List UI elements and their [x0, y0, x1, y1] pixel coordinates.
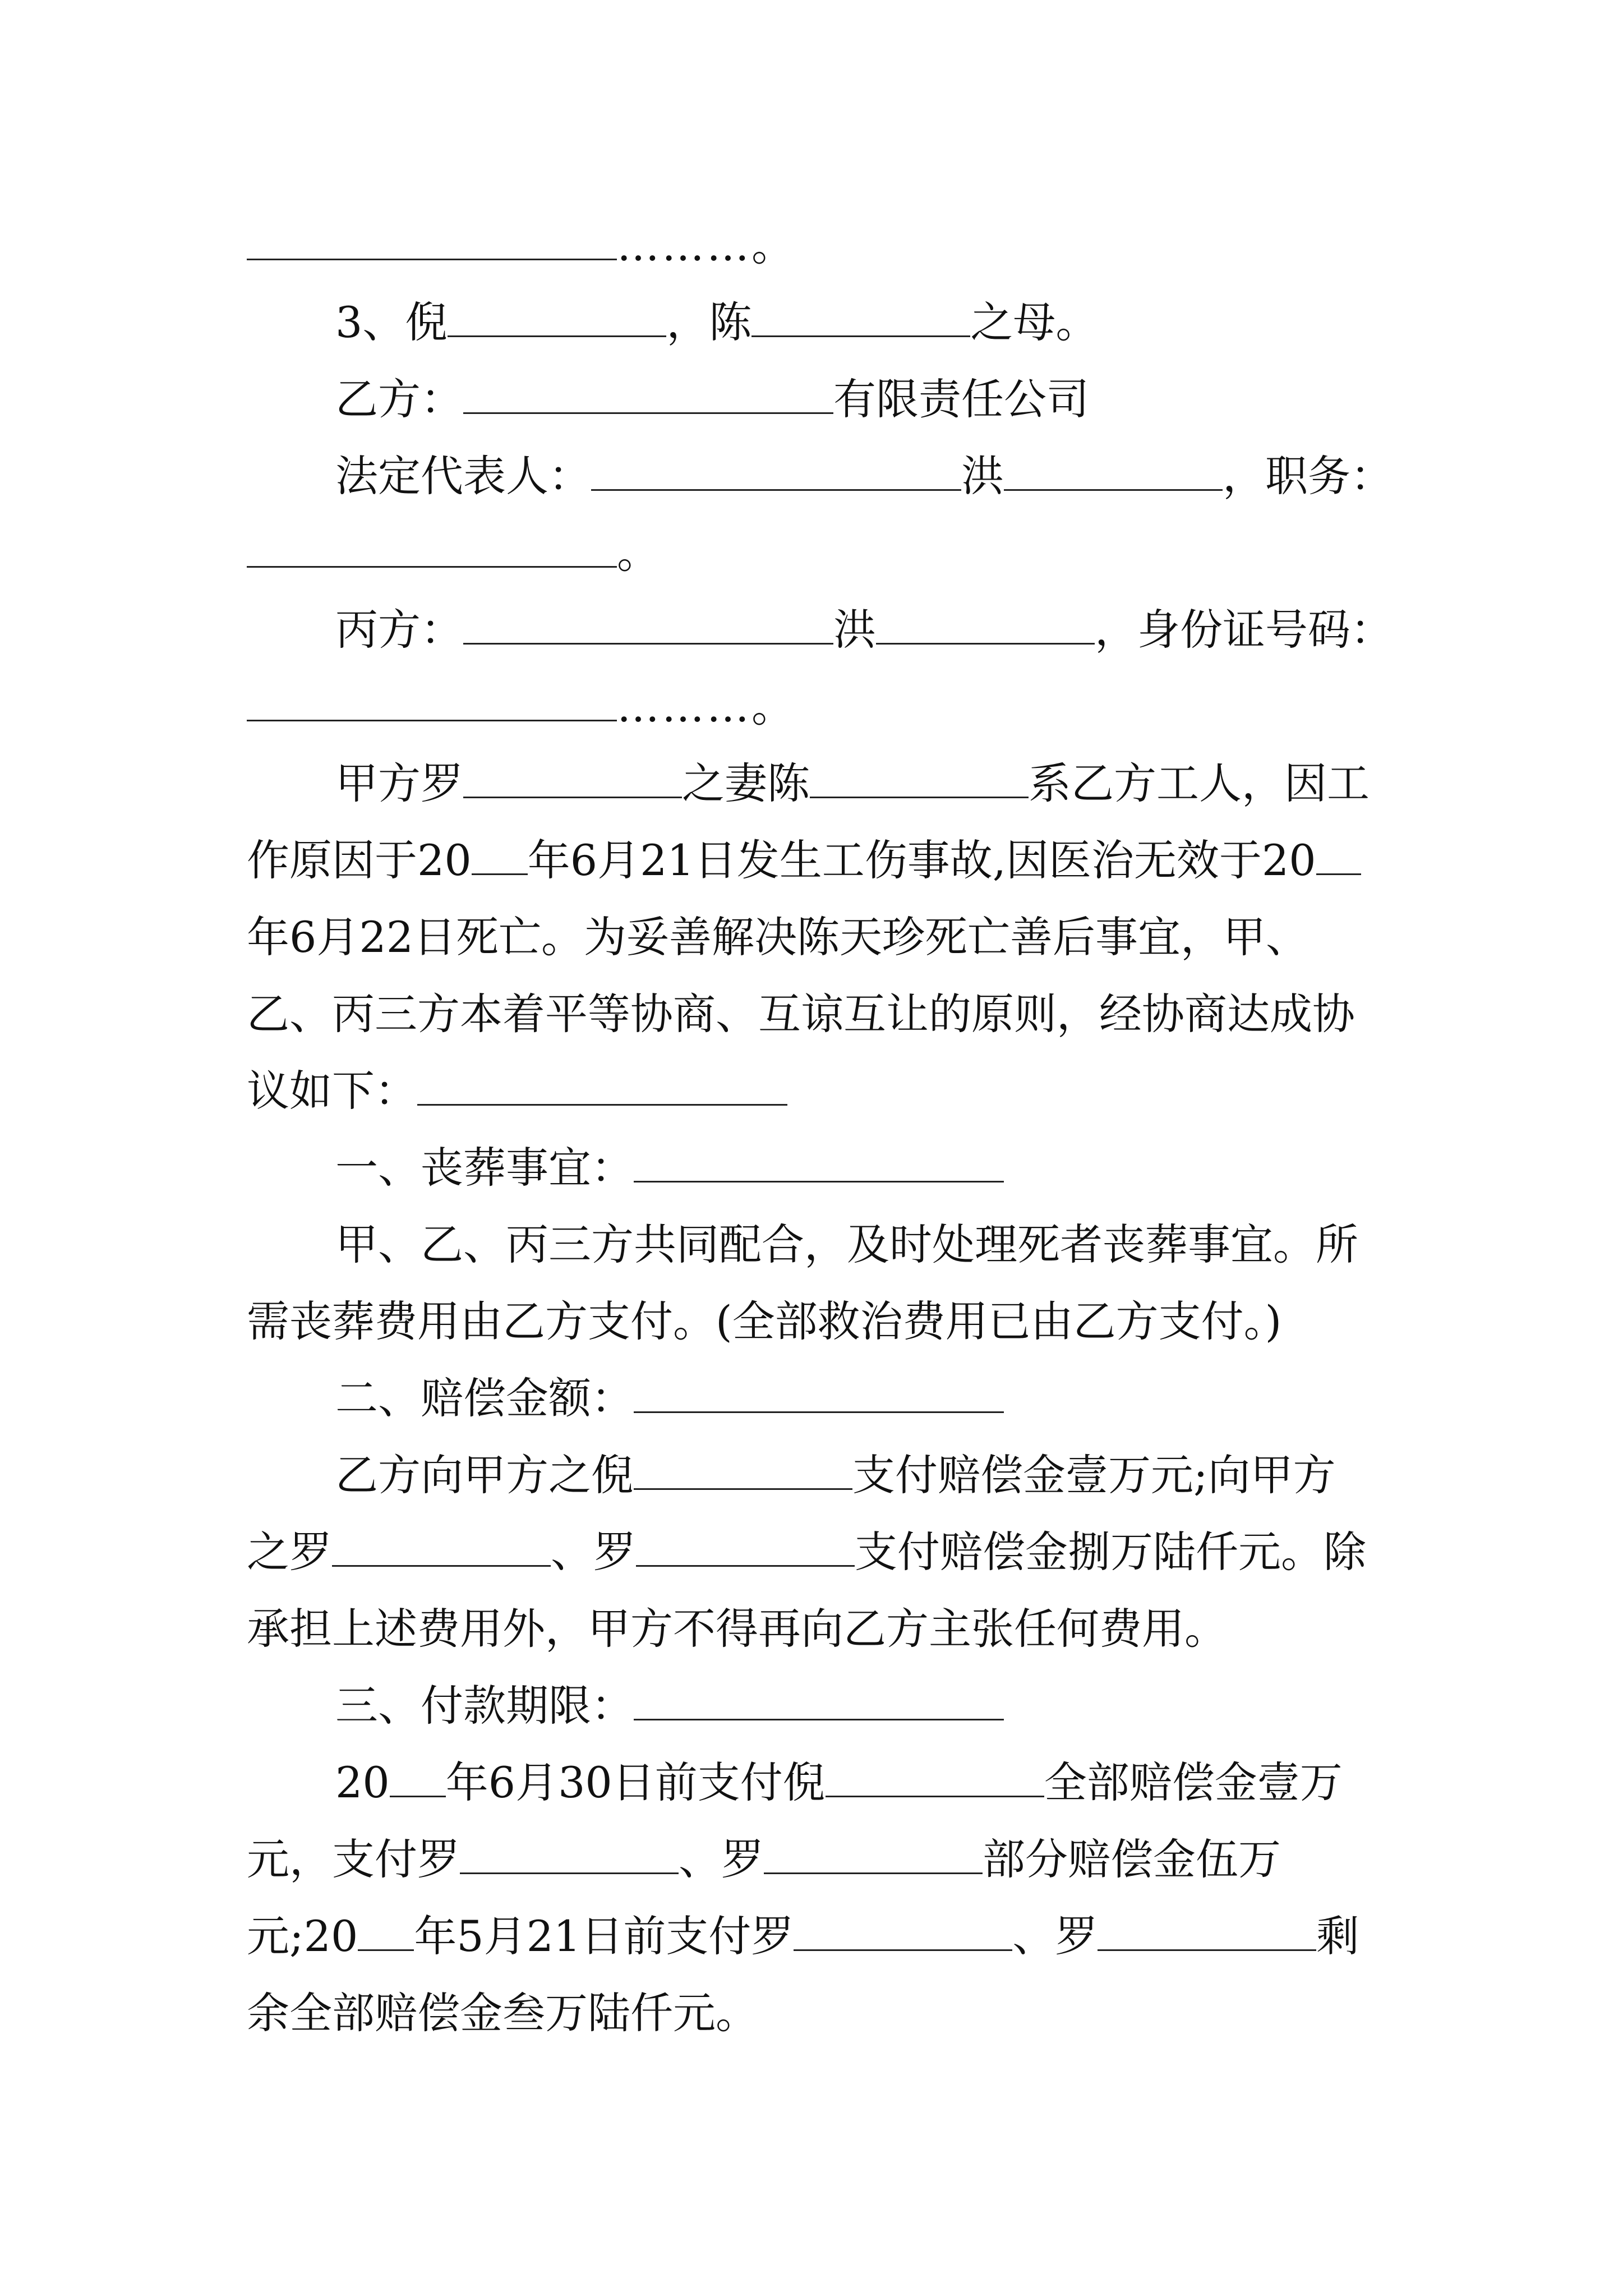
section-heading-payment-term: 三、付款期限： — [247, 1667, 1468, 1745]
fill-blank — [247, 680, 617, 721]
fill-blank — [634, 1372, 1004, 1413]
text-line-7: ………。 — [247, 668, 1380, 746]
fill-blank — [1098, 1910, 1316, 1951]
fill-blank — [826, 1756, 1044, 1797]
paragraph-line: 议如下： — [247, 1052, 1380, 1130]
paragraph-line: 元，支付罗 、罗 部分赔偿金伍万 — [247, 1834, 1281, 1884]
fill-blank — [358, 1910, 414, 1951]
paragraph-line: 元;20 年5月21日前支付罗 、罗 剩 — [247, 1911, 1359, 1961]
fill-blank — [1004, 450, 1223, 491]
text-line-1: ………。 — [247, 206, 1380, 285]
fill-blank — [876, 604, 1095, 645]
text-line-5: 。 — [247, 514, 1380, 592]
fill-blank — [463, 757, 682, 798]
paragraph-line: 需丧葬费用由乙方支付。(全部救治费用已由乙方支付。) — [247, 1296, 1282, 1346]
paragraph-line: 余全部赔偿金叁万陆仟元。 — [247, 1988, 758, 2038]
fill-blank — [448, 296, 666, 337]
fill-blank — [417, 1065, 787, 1106]
party-c-line: 丙方： 洪 ，身份证号码： — [335, 605, 1393, 655]
fill-blank — [764, 1833, 983, 1874]
paragraph-line: 20 年6月30日前支付倪 全部赔偿金壹万 — [335, 1757, 1343, 1807]
fill-blank — [247, 527, 617, 568]
paragraph-line: 甲方罗 之妻陈 系乙方工人，因工 — [335, 758, 1370, 808]
fill-blank — [460, 1833, 679, 1874]
text-line-2: 3、倪 ，陈 之母。 — [335, 297, 1099, 347]
paragraph-line: 年6月22日死亡。为妥善解决陈天珍死亡善后事宜，甲、 — [247, 912, 1309, 962]
fill-blank — [794, 1910, 1012, 1951]
party-b-line: 乙方： 有限责任公司 — [335, 374, 1089, 424]
fill-blank — [390, 1756, 446, 1797]
fill-blank — [463, 604, 833, 645]
paragraph-line: 乙方向甲方之倪 支付赔偿金壹万元;向甲方 — [335, 1450, 1336, 1500]
section-heading-compensation: 二、赔偿金额： — [247, 1359, 1468, 1438]
fill-blank — [1316, 834, 1361, 875]
fill-blank — [463, 373, 833, 414]
fill-blank — [591, 450, 961, 491]
paragraph-line: 甲、乙、丙三方共同配合，及时处理死者丧葬事宜。所 — [335, 1220, 1358, 1269]
fill-blank — [751, 296, 970, 337]
fill-blank — [634, 1142, 1004, 1182]
paragraph-line: 乙、丙三方本着平等协商、互谅互让的原则，经协商达成协 — [247, 989, 1355, 1039]
fill-blank — [472, 834, 528, 875]
legal-representative-line: 法定代表人： 洪 ，职务： — [335, 451, 1393, 501]
paragraph-line: 作原因于20 年6月21日发生工伤事故,因医治无效于20 — [247, 821, 1380, 900]
fill-blank — [810, 757, 1029, 798]
fill-blank — [634, 1680, 1004, 1720]
section-heading-funeral: 一、丧葬事宜： — [247, 1129, 1468, 1207]
paragraph-line: 承担上述费用外，甲方不得再向乙方主张任何费用。 — [247, 1604, 1227, 1654]
paragraph-line: 之罗 、罗 支付赔偿金捌万陆仟元。除 — [247, 1527, 1366, 1577]
fill-blank — [247, 219, 617, 260]
fill-blank — [634, 1449, 852, 1490]
fill-blank — [636, 1526, 855, 1567]
fill-blank — [332, 1526, 551, 1567]
